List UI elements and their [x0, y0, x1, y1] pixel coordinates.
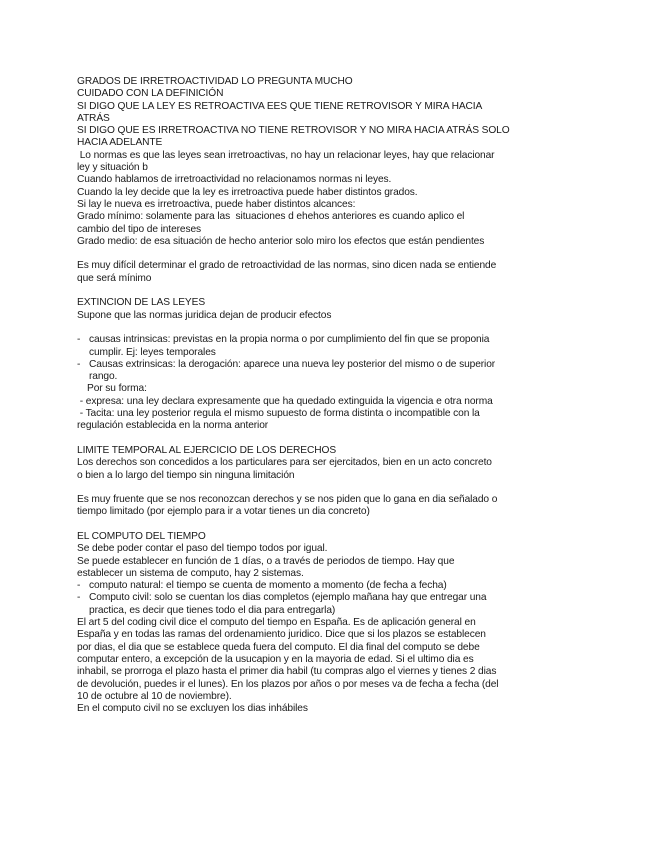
text-line: tiempo limitado (por ejemplo para ir a votar tienes un dia concreto) [77, 506, 370, 518]
text-line: por dias, el dia que se establece queda fuera del computo. El dia final del computo se debe [77, 641, 480, 653]
text-line: Cuando la ley decide que la ley es irretroactiva puede haber distintos grados. [77, 186, 418, 198]
list-item-text: rango. [89, 371, 118, 383]
heading-line: GRADOS DE IRRETROACTIVIDAD LO PREGUNTA MUCHO [77, 76, 353, 87]
heading-line: CUIDADO CON LA DEFINICIÓN [77, 88, 224, 100]
list-item [77, 334, 582, 359]
text-line: Se puede establecer en función de 1 días, o a través de periodos de tiempo. Hay que [77, 555, 455, 567]
text-line: ley y situación b [77, 162, 148, 174]
text-line: España y en todas las ramas del ordenamiento juridico. Dice que si los plazos se establecen [77, 629, 486, 641]
text-line: En el computo civil no se excluyen los dias inhábiles [77, 703, 308, 715]
paragraph-grado [77, 260, 582, 285]
list-item-text: causas intrinsicas: previstas en la propia norma o por cumplimiento del fin que se proponia [89, 334, 490, 346]
section-title: EL COMPUTO DEL TIEMPO [77, 530, 206, 542]
text-line: Supone que las normas juridica dejan de producir efectos [77, 309, 332, 321]
section-computo [77, 531, 582, 715]
list-item-text: cumplir. Ej: leyes temporales [89, 346, 216, 358]
heading-line: ATRÁS [77, 112, 110, 124]
text-line: Cuando hablamos de irretroactividad no relacionamos normas ni leyes. [77, 174, 392, 186]
text-line: - expresa: una ley declara expresamente que ha quedado extinguida la vigencia e otra norma [77, 395, 493, 407]
text-line: Por su forma: [87, 383, 147, 395]
bullet-dash: - [77, 580, 81, 592]
text-line: de devolución, puedes ir el lunes). En los plazos por años o por meses va de fecha a fecha (del [77, 678, 499, 690]
text-line: que será mínimo [77, 272, 152, 284]
header-block [77, 76, 582, 248]
text-line: - Tacita: una ley posterior regula el mismo supuesto de forma distinta o incompatible con la [77, 408, 480, 420]
text-line: 10 de octubre al 10 de noviembre). [77, 690, 232, 702]
heading-line: SI DIGO QUE ES IRRETROACTIVA NO TIENE RETROVISOR Y NO MIRA HACIA ATRÁS SOLO [77, 125, 510, 137]
list-item-text: practica, es decir que tienes todo el dia para entregarla) [89, 604, 336, 616]
section-extincion [77, 297, 582, 432]
text-line: Los derechos son concedidos a los particulares para ser ejercitados, bien en un acto concreto [77, 457, 492, 469]
text-line: El art 5 del coding civil dice el computo del tiempo en España. Es de aplicación general en [77, 617, 476, 629]
list-item [77, 580, 582, 592]
text-line: Es muy difícil determinar el grado de retroactividad de las normas, sino dicen nada se entiende [77, 260, 497, 272]
list-item-text: Causas extrinsicas: la derogación: aparece una nueva ley posterior del mismo o de superior [89, 358, 496, 370]
heading-line: HACIA ADELANTE [77, 137, 163, 149]
text-line: regulación establecida en la norma anterior [77, 420, 269, 432]
section-limite [77, 445, 582, 519]
text-line: Se debe poder contar el paso del tiempo todos por igual. [77, 543, 328, 555]
text-line: Es muy fruente que se nos reconozcan derechos y se nos piden que lo gana en dia señalado o [77, 494, 498, 506]
section-title: EXTINCION DE LAS LEYES [77, 297, 206, 309]
text-line: Si lay le nueva es irretroactiva, puede haber distintos alcances: [77, 198, 356, 210]
list-item-text: Computo civil: solo se cuentan los dias completos (ejemplo mañana hay que entregar una [89, 592, 487, 604]
heading-line: SI DIGO QUE LA LEY ES RETROACTIVA EES QUE TIENE RETROVISOR Y MIRA HACIA [77, 100, 483, 112]
text-line: Lo normas es que las leyes sean irretroactivas, no hay un relacionar leyes, hay que relacionar [77, 149, 495, 161]
text-line: Grado medio: de esa situación de hecho anterior solo miro los efectos que están pendientes [77, 235, 485, 247]
text-line: cambio del tipo de intereses [77, 223, 202, 235]
bullet-dash: - [77, 358, 81, 370]
text-line: o bien a lo largo del tiempo sin ninguna limitación [77, 469, 295, 481]
text-line: computar entero, a excepción de la usucapion y en la mayoria de edad. Si el ultimo dia es [77, 653, 474, 665]
list-item [77, 359, 582, 384]
text-line: inhabil, se prorroga el plazo hasta el primer dia habil (tu compras algo el viernes y tienes 2 dias [77, 666, 497, 678]
text-line: Grado mínimo: solamente para las situaciones d ehehos anteriores es cuando aplico el [77, 211, 465, 223]
section-title: LIMITE TEMPORAL AL EJERCICIO DE LOS DERECHOS [77, 444, 337, 456]
bullet-dash: - [77, 592, 81, 604]
list-item-text: computo natural: el tiempo se cuenta de momento a momento (de fecha a fecha) [89, 580, 447, 592]
document-page [77, 76, 582, 715]
bullet-dash: - [77, 334, 81, 346]
text-line: establecer un sistema de computo, hay 2 sistemas. [77, 567, 304, 579]
list-item [77, 592, 582, 617]
